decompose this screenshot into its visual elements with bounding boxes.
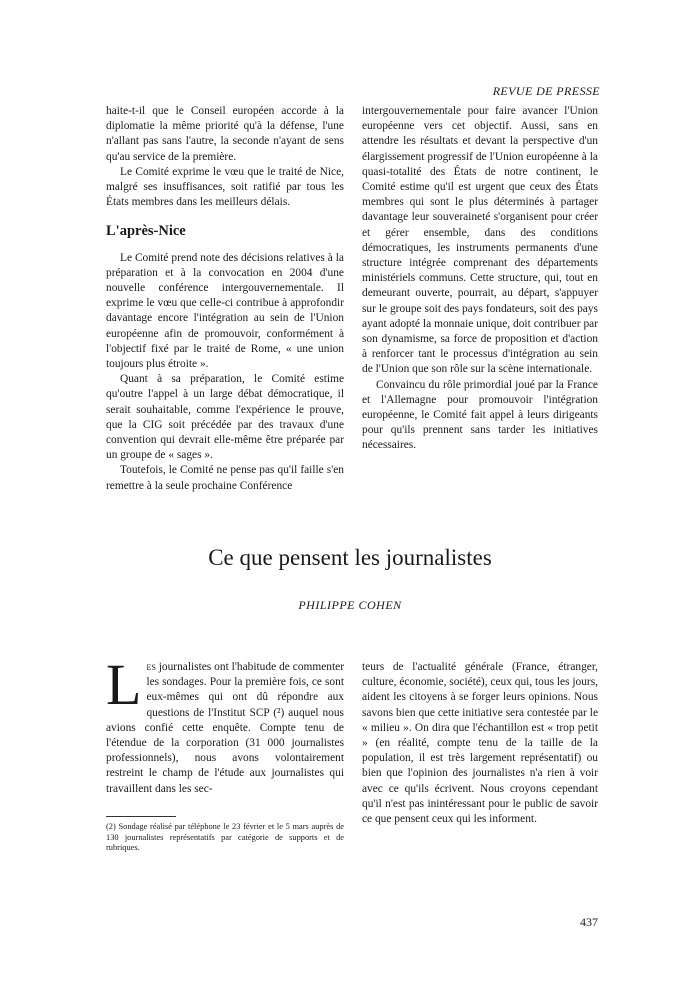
paragraph: haite-t-il que le Conseil européen accorde à la diplomatie la même priorité qu'à la défense, l'une n'allant pas sans l'autre, la seconde n'ayant de sens qu'au service de la première. [106, 105, 344, 163]
drop-cap: L [106, 652, 142, 717]
lead-smallcaps: es [146, 661, 156, 673]
paragraph: Le Comité prend note des décisions relatives à la préparation et à la convocation en 2004 d'une nouvelle conférence intergouvernementale. Il exprime le vœu que celle-ci contribue à approfondir davantage encore l'intégration au sein de l'Union européenne afin de promouvoir, conformément à l'objectif fixé par le traité de Rome, « une union toujours plus étroite ». [106, 251, 344, 371]
article-column-left [106, 652, 344, 797]
paragraph: Le Comité exprime le vœu que le traité de Nice, malgré ses insuffisances, soit ratifié par tous les États membres dans les meilleurs délais. [106, 165, 344, 209]
paragraph: Quant à sa préparation, le Comité estime qu'outre l'appel à un large débat démocratique, il serait souhaitable, comme l'expérience le prouve, que la CIG soit précédée par des travaux d'une convention qui devrait elle-même être préparée par un groupe de « sages ». [106, 373, 344, 462]
article-column-right [362, 660, 598, 827]
paragraph: intergouvernementale pour faire avancer l'Union européenne vers cet objectif. Aussi, sans en attendre les résultats et devant la perspective d'un élargissement progressif de l'Union européenne à la quasi-totalité des États de notre continent, le Comité estime qu'il est urgent que ceux des États membres qui sont le plus déterminés à partager davantage leur souveraineté s'organisent pour créer et gérer ensemble, dans des conditions démocratiques, les instruments permanents d'une structure intégrée comprenant des départements ministériels communs. Cette structure, qui, tout en demeurant ouverte, pourrait, au départ, s'appuyer sur le groupe soit des pays fondateurs, soit des pays ayant adopté la monnaie unique, doit contribuer par son dynamisme, sa force de proposition et d'action à renforcer tant le processus d'intégration au sein de l'Union que son rôle sur la scène internationale. [362, 105, 598, 376]
article-title: Ce que pensent les journalistes [208, 545, 492, 570]
paragraph: Toutefois, le Comité ne pense pas qu'il faille s'en remettre à la seule prochaine Conférence [106, 464, 344, 492]
paragraph: Convaincu du rôle primordial joué par la France et l'Allemagne pour promouvoir l'intégration européenne, le Comité fait appel à leurs dirigeants pour qu'ils prennent sans tarder les initiatives nécessaires. [362, 378, 598, 452]
paragraph: teurs de l'actualité générale (France, étranger, culture, économie, société), ceux qui, tous les jours, aident les citoyens à se forger leurs opinions. Nous savons bien que cette initiative sera contestée par le « milieu ». On dira que l'échantillon est « trop petit » (en réalité, compte tenu de la taille de la population, il est très largement représentatif) ou bien que l'opinion des journalistes n'a rien à voir avec ce qu'ils écrivent. Nous croyons cependant qu'il n'est pas inintéressant pour le public de savoir ce que pensent ceux qui les informent. [362, 661, 598, 826]
lead-text: journalistes ont l'habitude de commenter les sondages. Pour la première fois, ce sont eux-mêmes qui ont dû répondre aux questions de l'Institut SCP (²) auquel nous avions confié cette enquête. Compte tenu de l'étendue de la corporation (31 000 journalistes professionnels), nous avons volontairement restreint le champ de l'étude aux journalistes qui travaillent dans les sec- [106, 661, 344, 795]
top-column-left [106, 104, 344, 494]
footnote: (2) Sondage réalisé par téléphone le 23 février et le 5 mars auprès de 130 journalistes représentatifs par catégorie de supports et de rubriques. [106, 822, 344, 852]
top-column-right [362, 104, 598, 454]
running-header: REVUE DE PRESSE [492, 84, 600, 98]
page-number: 437 [580, 915, 598, 929]
footnote-rule [106, 816, 176, 817]
lead-paragraph [106, 652, 344, 797]
section-heading: L'après-Nice [106, 223, 186, 240]
article-author: PHILIPPE COHEN [298, 598, 402, 612]
